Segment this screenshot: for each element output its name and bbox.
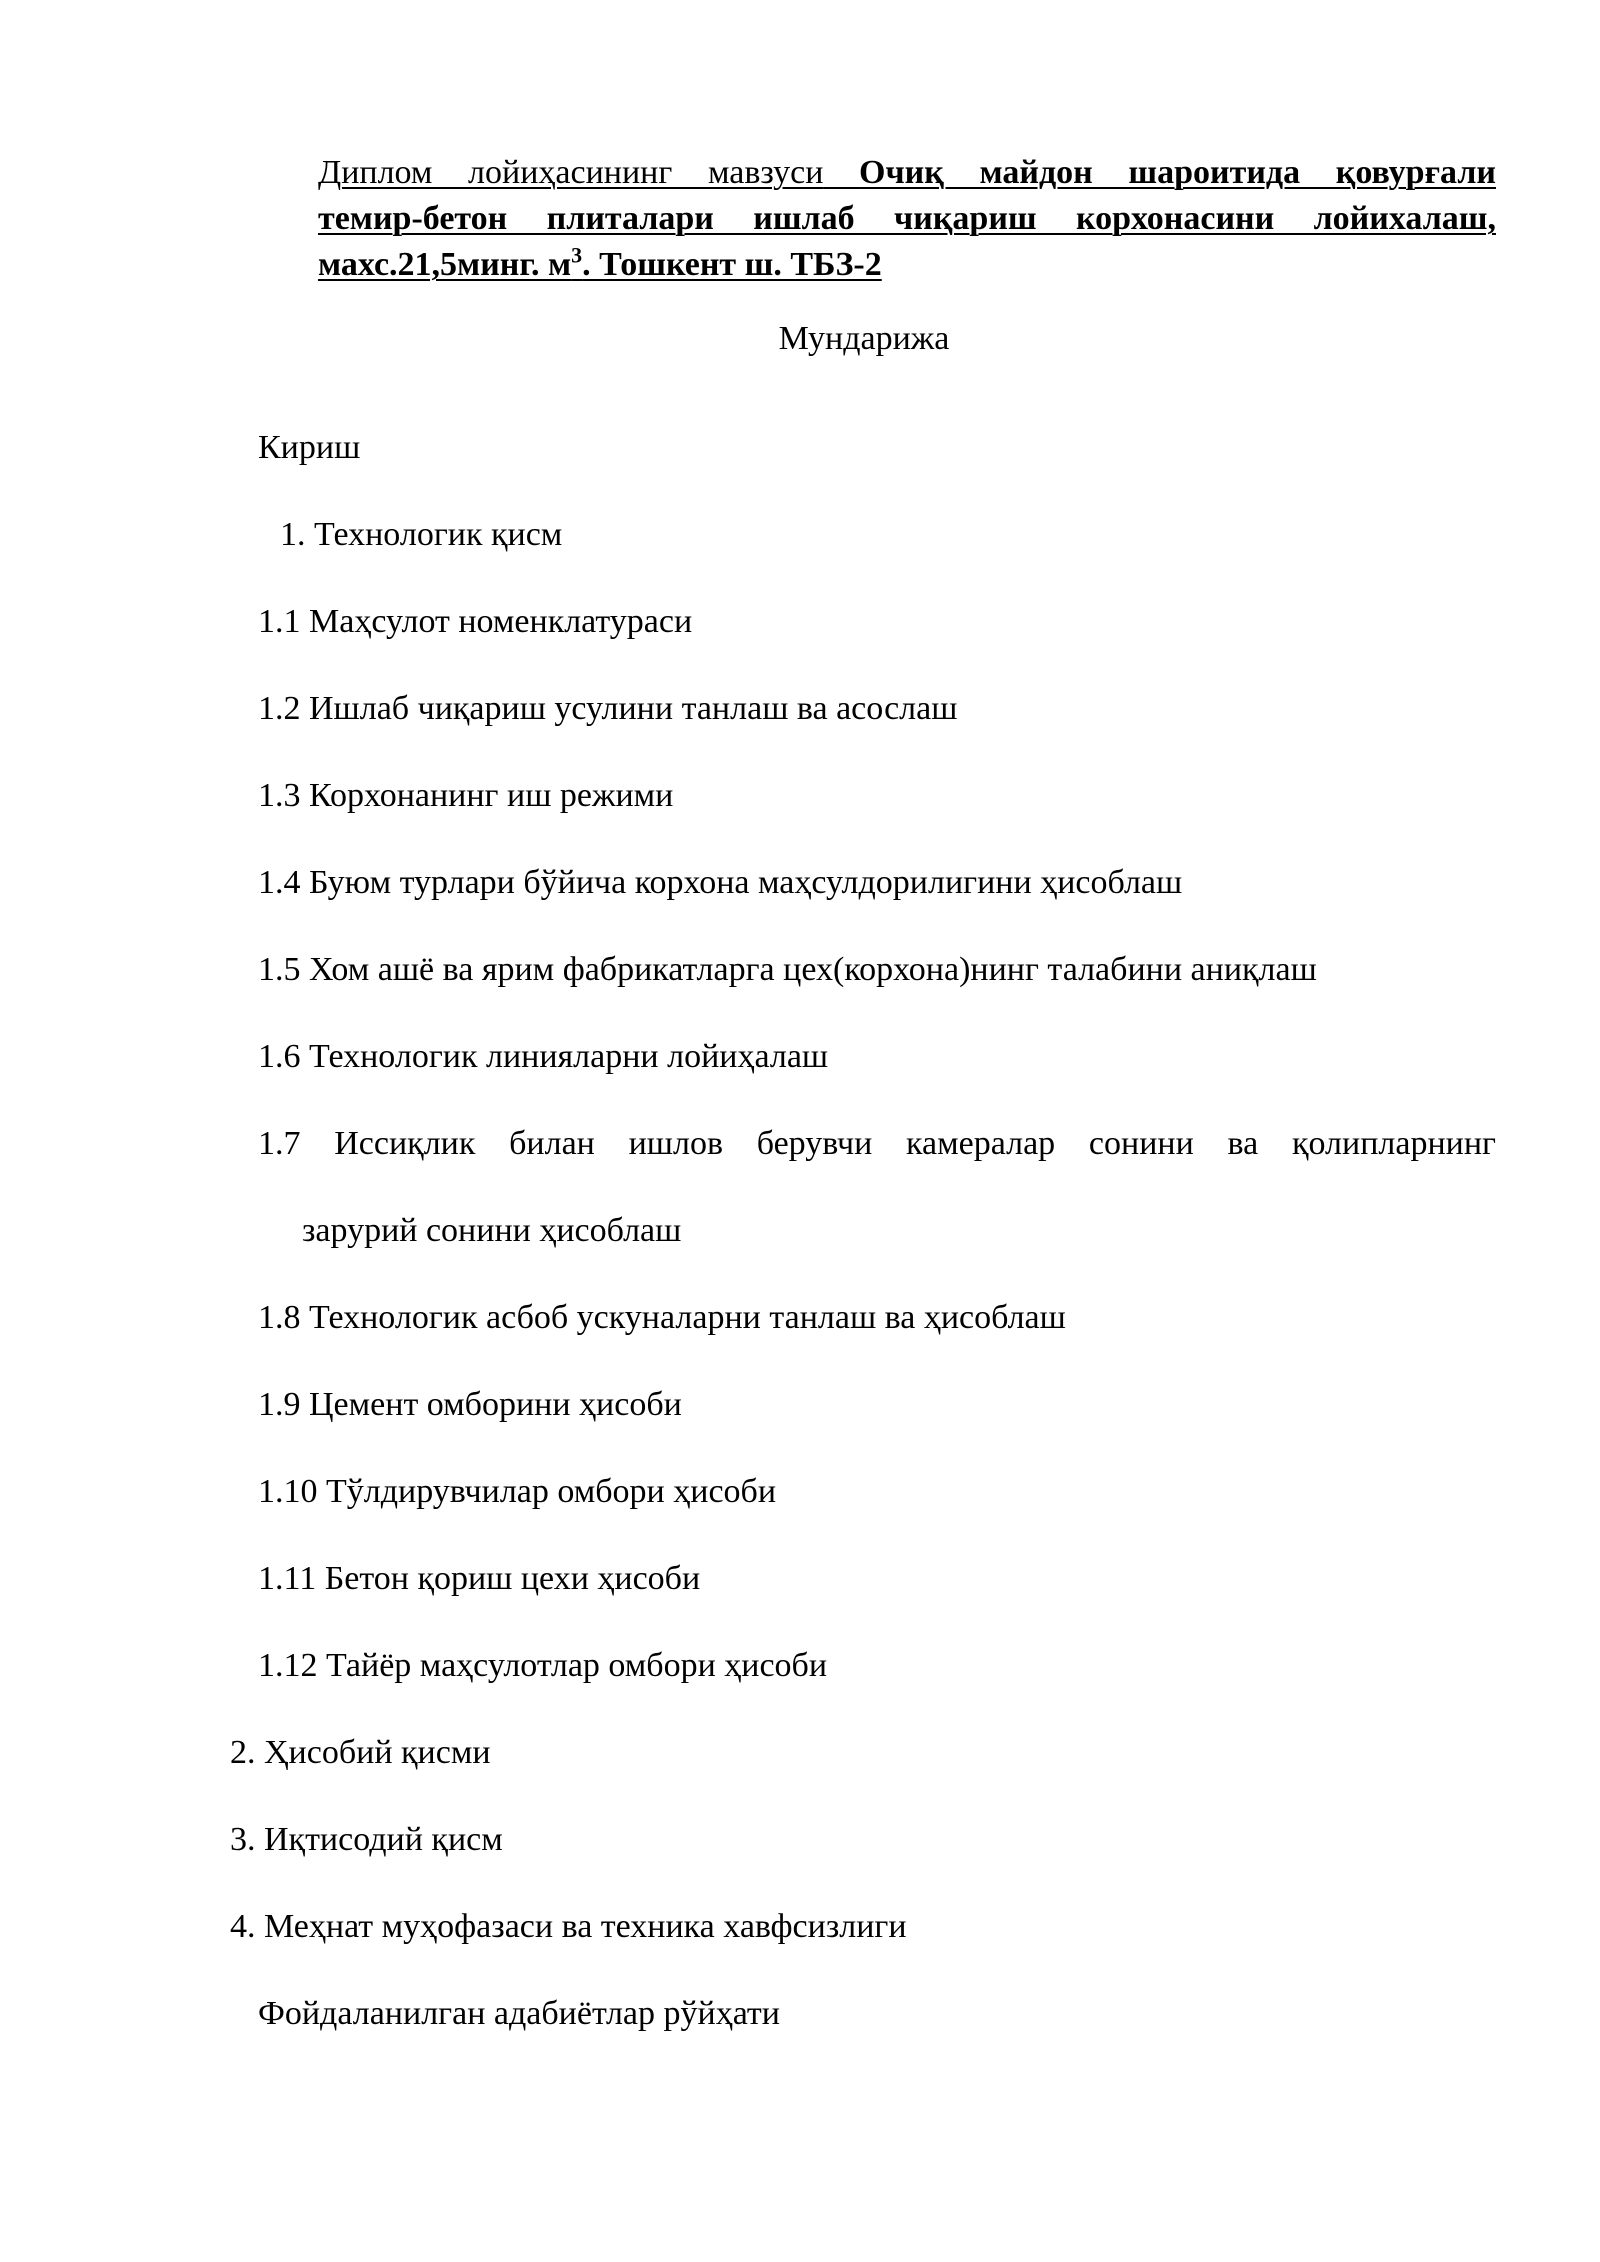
toc-item-section-4: 4. Меҳнат муҳофазаси ва техника хавфсизлиги xyxy=(230,1908,907,1945)
toc-item-1-12: 1.12 Тайёр маҳсулотлар омбори ҳисоби xyxy=(258,1647,828,1684)
toc-item-1-9: 1.9 Цемент омборини ҳисоби xyxy=(258,1386,682,1423)
toc-item-1-7: 1.7 Иссиқлик билан ишлов берувчи камералар сонини ва қолипларнинг xyxy=(258,1125,1496,1162)
heading-line-1 xyxy=(318,150,1496,196)
toc-item-introduction: Кириш xyxy=(258,429,361,466)
toc-item-1-6: 1.6 Технологик линияларни лойиҳалаш xyxy=(258,1038,829,1075)
toc-item-1-8: 1.8 Технологик асбоб ускуналарни танлаш ва ҳисоблаш xyxy=(258,1299,1066,1336)
toc-item-1-2: 1.2 Ишлаб чиқариш усулини танлаш ва асослаш xyxy=(258,690,958,727)
thesis-topic-heading xyxy=(318,150,1496,288)
toc-item-1-4: 1.4 Буюм турлари бўйича корхона маҳсулдорилигини ҳисоблаш xyxy=(258,864,1183,901)
toc-item-section-3: 3. Иқтисодий қисм xyxy=(230,1821,503,1858)
heading-bold-line-3b: . Тошкент ш. ТБЗ-2 xyxy=(582,246,882,283)
toc-item-1-1: 1.1 Маҳсулот номенклатураси xyxy=(258,603,693,640)
toc-item-1-7-continued: зарурий сонини ҳисоблаш xyxy=(302,1212,682,1249)
heading-bold-line-2: темир-бетон плиталари ишлаб чиқариш корхонасини лойихалаш, xyxy=(318,200,1496,237)
toc-item-1-5: 1.5 Хом ашё ва ярим фабрикатларга цех(корхона)нинг талабини аниқлаш xyxy=(258,951,1317,988)
heading-line-3 xyxy=(318,242,1496,288)
heading-line-2 xyxy=(318,196,1496,242)
heading-prefix: Диплом лойиҳасининг мавзуси xyxy=(318,154,824,191)
heading-superscript: 3 xyxy=(571,242,583,268)
heading-bold-line-3a: махс.21,5минг. м xyxy=(318,246,572,283)
toc-item-section-1: 1. Технологик қисм xyxy=(280,516,563,553)
toc-item-1-3: 1.3 Корхонанинг иш режими xyxy=(258,777,674,814)
toc-item-references: Фойдаланилган адабиётлар рўйҳати xyxy=(258,1995,780,2032)
toc-item-1-11: 1.11 Бетон қориш цехи ҳисоби xyxy=(258,1560,701,1597)
toc-item-1-10: 1.10 Тўлдирувчилар омбори ҳисоби xyxy=(258,1473,777,1510)
heading-bold-line-1: Очиқ майдон шароитида қовурғали xyxy=(859,154,1496,191)
table-of-contents-title: Мундарижа xyxy=(778,320,950,357)
toc-item-section-2: 2. Ҳисобий қисми xyxy=(230,1734,491,1771)
